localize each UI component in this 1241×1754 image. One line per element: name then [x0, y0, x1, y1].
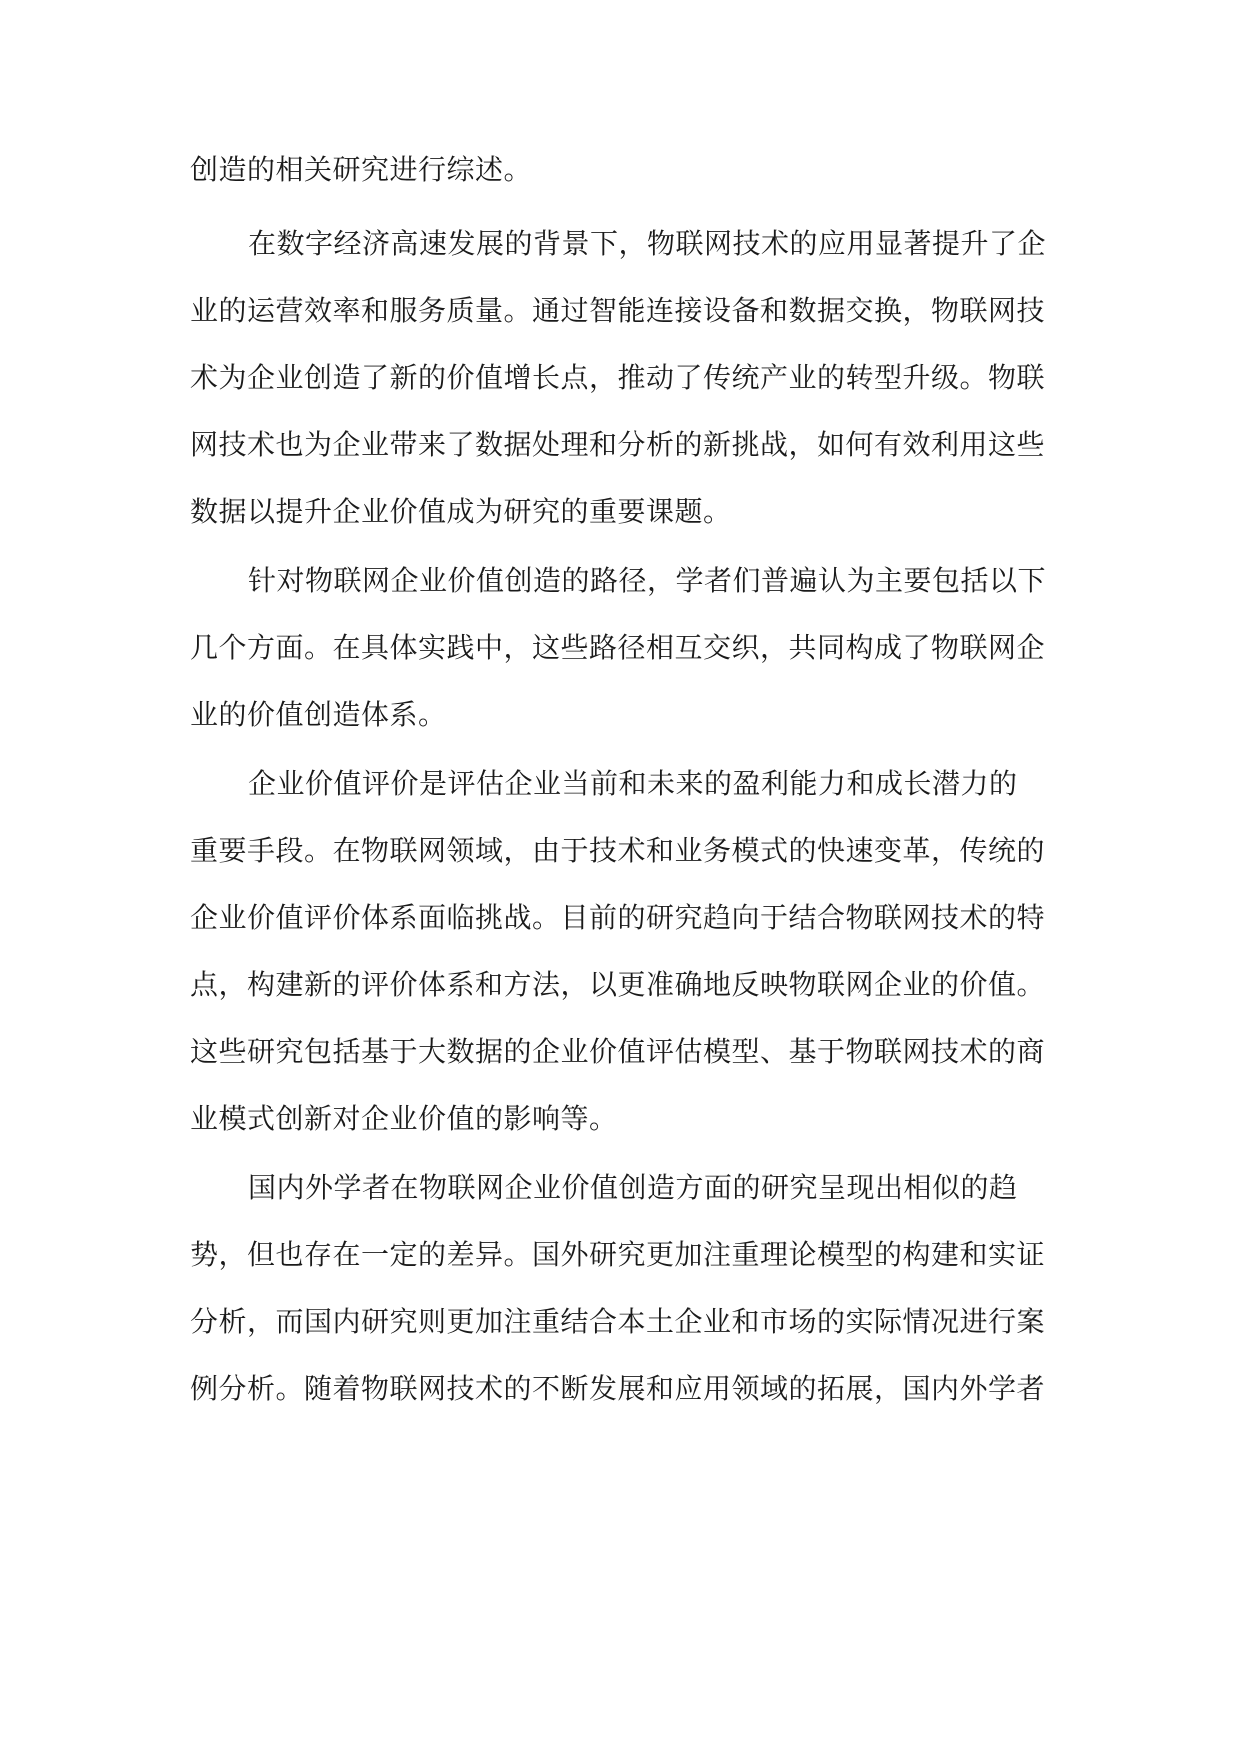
- text-line: 企业价值评价体系面临挑战。目前的研究趋向于结合物联网技术的特: [190, 901, 1046, 934]
- text-line: 业的价值创造体系。: [190, 698, 447, 731]
- paragraph-first-line: 国内外学者在物联网企业价值创造方面的研究呈现出相似的趋: [248, 1171, 1018, 1204]
- text-line: 业的运营效率和服务质量。通过智能连接设备和数据交换，物联网技: [190, 294, 1046, 327]
- text-line: 例分析。随着物联网技术的不断发展和应用领域的拓展，国内外学者: [190, 1372, 1046, 1405]
- text-line: 业模式创新对企业价值的影响等。: [190, 1102, 618, 1135]
- text-line: 几个方面。在具体实践中，这些路径相互交织，共同构成了物联网企: [190, 631, 1046, 664]
- paragraph-first-line: 在数字经济高速发展的背景下，物联网技术的应用显著提升了企: [248, 227, 1047, 260]
- text-line: 术为企业创造了新的价值增长点，推动了传统产业的转型升级。物联: [190, 361, 1046, 394]
- text-line: 势，但也存在一定的差异。国外研究更加注重理论模型的构建和实证: [190, 1238, 1046, 1271]
- text-line: 点，构建新的评价体系和方法，以更准确地反映物联网企业的价值。: [190, 968, 1046, 1001]
- text-line: 重要手段。在物联网领域，由于技术和业务模式的快速变革，传统的: [190, 834, 1046, 867]
- text-line: 数据以提升企业价值成为研究的重要课题。: [190, 495, 732, 528]
- text-line: 创造的相关研究进行综述。: [190, 153, 533, 186]
- paragraph-first-line: 针对物联网企业价值创造的路径，学者们普遍认为主要包括以下: [248, 564, 1047, 597]
- text-line: 网技术也为企业带来了数据处理和分析的新挑战，如何有效利用这些: [190, 428, 1046, 461]
- text-line: 分析，而国内研究则更加注重结合本土企业和市场的实际情况进行案: [190, 1305, 1046, 1338]
- text-line: 这些研究包括基于大数据的企业价值评估模型、基于物联网技术的商: [190, 1035, 1046, 1068]
- paragraph-first-line: 企业价值评价是评估企业当前和未来的盈利能力和成长潜力的: [248, 767, 1018, 800]
